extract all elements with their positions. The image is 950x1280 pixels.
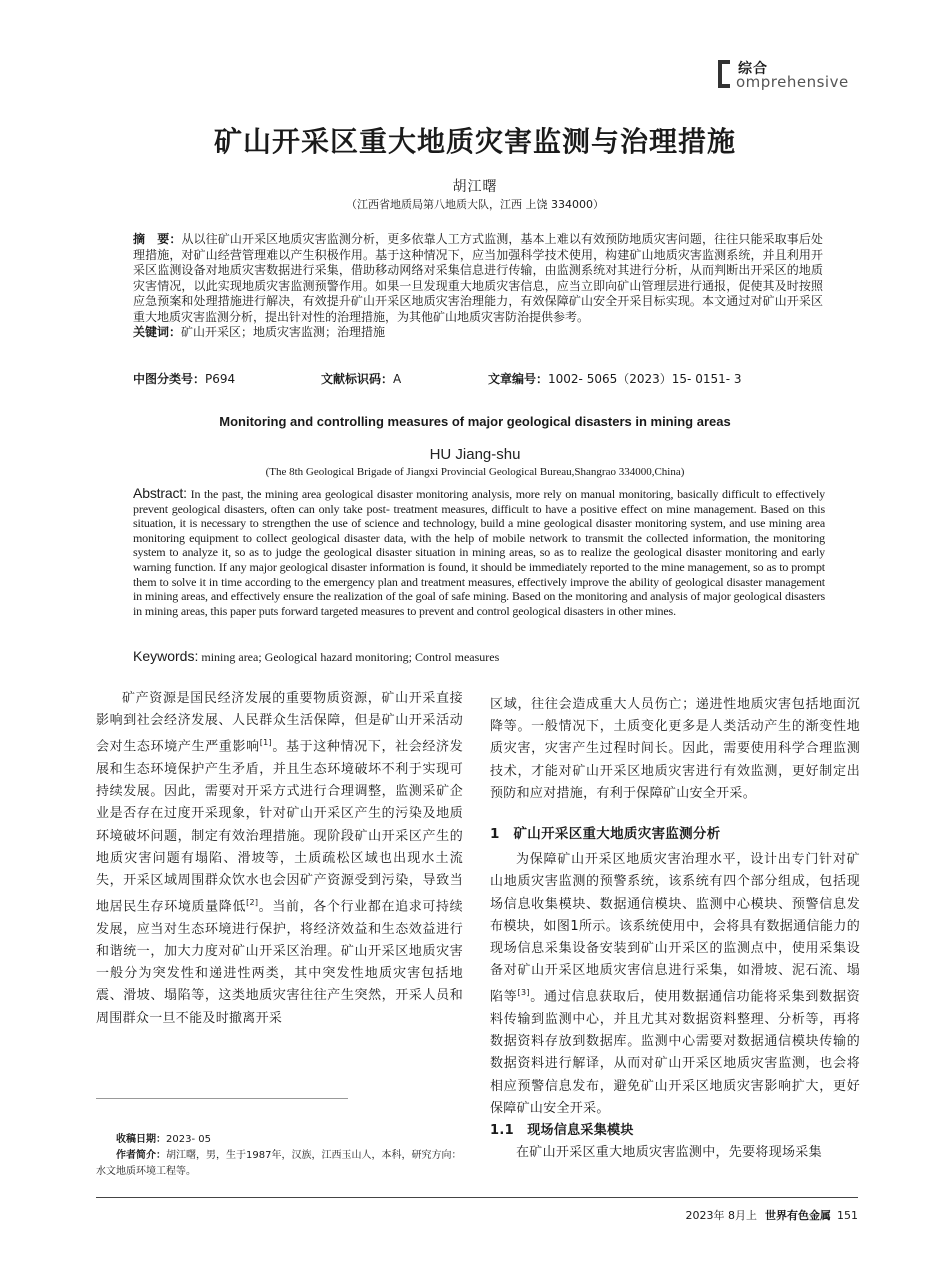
keywords-cn-text: 矿山开采区；地质灾害监测；治理措施	[181, 325, 386, 339]
footnote: 收稿日期：2023- 05 作者简介：胡江曙，男，生于1987年，汉族，江西玉山人，本科，研究方向：水文地质环境工程等。	[96, 1134, 462, 1177]
author-name: 胡江曙	[452, 179, 498, 195]
article-number: 文章编号：1002- 5065（2023）15- 0151- 3	[488, 372, 742, 386]
body-paragraph: 矿产资源是国民经济发展的重要物质资源，矿山开采直接影响到社会经济发展、人民群众生活保障，但是矿山开采活动会对生态环境产生严重影响[1]。基于这种情况下，社会经济发展和生态环境保护产生矛盾，并且生态环境破坏不利于实现可持续发展。因此，需要对开采方式进行合理调整，监测采矿企业是否存在过度开采现象，针对矿山开采区产生的污染及地质环境破坏问题，制定有效治理措施。现阶段矿山开采区产生的地质灾害问题有塌陷、滑坡等，土质疏松区域也出现水土流失，开采区域周围群众饮水也会因矿产资源受到污染，导致当地居民生存环境质量降低[2]。当前，各个行业都在追求可持续发展，应当对生态环境进行保护，将经济效益和生态效益进行和谐统一，加大力度对矿山开采区治理。矿山开采区地质灾害一般分为突发性和递进性两类，其中突发性地质灾害包括地震、滑坡、塌陷等，这类地质灾害往往产生突然，开采人员和周围群众一旦不能及时撤离开采	[96, 691, 463, 1026]
footnote-divider	[96, 1098, 348, 1099]
body-left-column	[96, 688, 463, 1030]
citation-ref: [2]	[246, 898, 259, 908]
abstract-en-label: Abstract:	[133, 485, 187, 501]
keywords-en-text: mining area; Geological hazard monitoring; Control measures	[201, 650, 500, 664]
clc-number: 中图分类号：P694	[133, 372, 236, 386]
section-logo	[718, 58, 858, 94]
body-paragraph: 区域，往往会造成重大人员伤亡；递进性地质灾害包括地面沉降等。一般情况下，土质变化更多是人类活动产生的渐变性地质灾害，灾害产生过程时间长。因此，需要使用科学合理监测技术，才能对矿山开采区地质灾害进行有效监测，更好制定出预防和应对措施，有利于保障矿山安全开采。	[490, 697, 860, 801]
section-heading: 1 矿山开采区重大地质灾害监测分析	[490, 826, 721, 843]
document-code: 文献标识码：A	[321, 372, 402, 386]
citation-ref: [3]	[517, 988, 530, 998]
body-right-column	[490, 694, 860, 1164]
subsection-heading: 1.1 现场信息采集模块	[490, 1122, 634, 1138]
body-paragraph: 在矿山开采区重大地质灾害监测中，先要将现场采集	[516, 1145, 822, 1161]
issue-date: 2023年 8月上	[685, 1209, 757, 1222]
author-affiliation: （江西省地质局第八地质大队，江西 上饶 334000）	[346, 198, 604, 211]
journal-name: 世界有色金属	[765, 1209, 831, 1222]
keywords-cn-label: 关键词：	[133, 325, 182, 339]
abstract-en-text: In the past, the mining area geological disaster monitoring analysis, more rely on manual monitoring, basically difficult to effectively prevent geological disasters, often can only take post- treatment measures, difficult to have a positive effect on mine management. Based on this situation, it is necessary to strengthen the use of science and technology, build a mine geological disaster monitoring system, and use mining area monitoring equipment to collect geological disaster data, with the help of mobile network to transmit the collected information, the monitoring system to analyze it, so as to judge the geological disaster situation in mining areas, so as to realize the geological disaster monitoring and early warning function. If any major geological disaster information is found, it should be immediately reported to the mine management, so as to prompt them to solve it in time according to the emergency plan and treatment measures, effectively improve the ability of geological disaster management in mining areas, and effectively ensure the realization of the goal of safe mining. Based on the monitoring and analysis of major geological disasters in mining areas, this paper puts forward targeted measures to prevent and control geological disasters in other mines.	[133, 487, 825, 618]
citation-ref: [1]	[259, 738, 272, 748]
abstract-cn	[133, 232, 823, 341]
page-number: 151	[837, 1209, 858, 1222]
author-affiliation-en: (The 8th Geological Brigade of Jiangxi Provincial Geological Bureau,Shangrao 334000,China)	[265, 466, 685, 478]
paper-title-en: Monitoring and controlling measures of major geological disasters in mining areas	[219, 414, 731, 429]
paper-title: 矿山开采区重大地质灾害监测与治理措施	[213, 125, 736, 158]
abstract-en	[133, 486, 825, 618]
page-footer	[686, 1207, 859, 1223]
keywords-en-label: Keywords:	[133, 648, 199, 664]
logo-bracket	[718, 60, 730, 88]
abstract-cn-text: 从以往矿山开采区地质灾害监测分析，更多依靠人工方式监测，基本上难以有效预防地质灾害问题，往往只能采取事后处理措施，对矿山经营管理难以产生积极作用。基于这种情况下，应当加强科学技术使用，构建矿山地质灾害监测系统，并且利用开采区监测设备对地质灾害数据进行采集，借助移动网络对采集信息进行传输，由监测系统对其进行分析，从而判断出开采区的地质灾害情况，以此实现地质灾害监测预警作用。如果一旦发现重大地质灾害信息，应当立即向矿山管理层进行通报，促使其及时按照应急预案和处理措施进行解决，有效提升矿山开采区地质灾害治理能力，有效保障矿山安全开采目标实现。本文通过对矿山开采区重大地质灾害监测分析，提出针对性的治理措施，为其他矿山地质灾害防治提供参考。	[133, 232, 823, 324]
body-paragraph: 为保障矿山开采区地质灾害治理水平，设计出专门针对矿山地质灾害监测的预警系统，该系统有四个部分组成，包括现场信息收集模块、数据通信模块、监测中心模块、预警信息发布模块，如图1所示。该系统使用中，会将具有数据通信能力的现场信息采集设备安装到矿山开采区的监测点中，使用采集设备对矿山开采区地质灾害信息进行采集，如滑坡、泥石流、塌陷等[3]。通过信息获取后，使用数据通信功能将采集到数据资料传输到监测中心，并且尤其对数据资料整理、分析等，再将数据资料存放到数据库。监测中心需要对数据通信模块传输的数据资料进行解译，从而对矿山开采区地质灾害监测，也会将相应预警信息发布，避免矿山开采区地质灾害影响扩大，更好保障矿山安全开采。	[490, 852, 860, 1116]
abstract-cn-label: 摘 要：	[133, 232, 182, 246]
footer-rule	[96, 1197, 858, 1198]
section-label-en: omprehensive	[736, 73, 849, 91]
author-name-en: HU Jiang-shu	[429, 446, 521, 463]
section-label-zh: 综合	[738, 61, 768, 77]
keywords-en	[133, 648, 825, 665]
